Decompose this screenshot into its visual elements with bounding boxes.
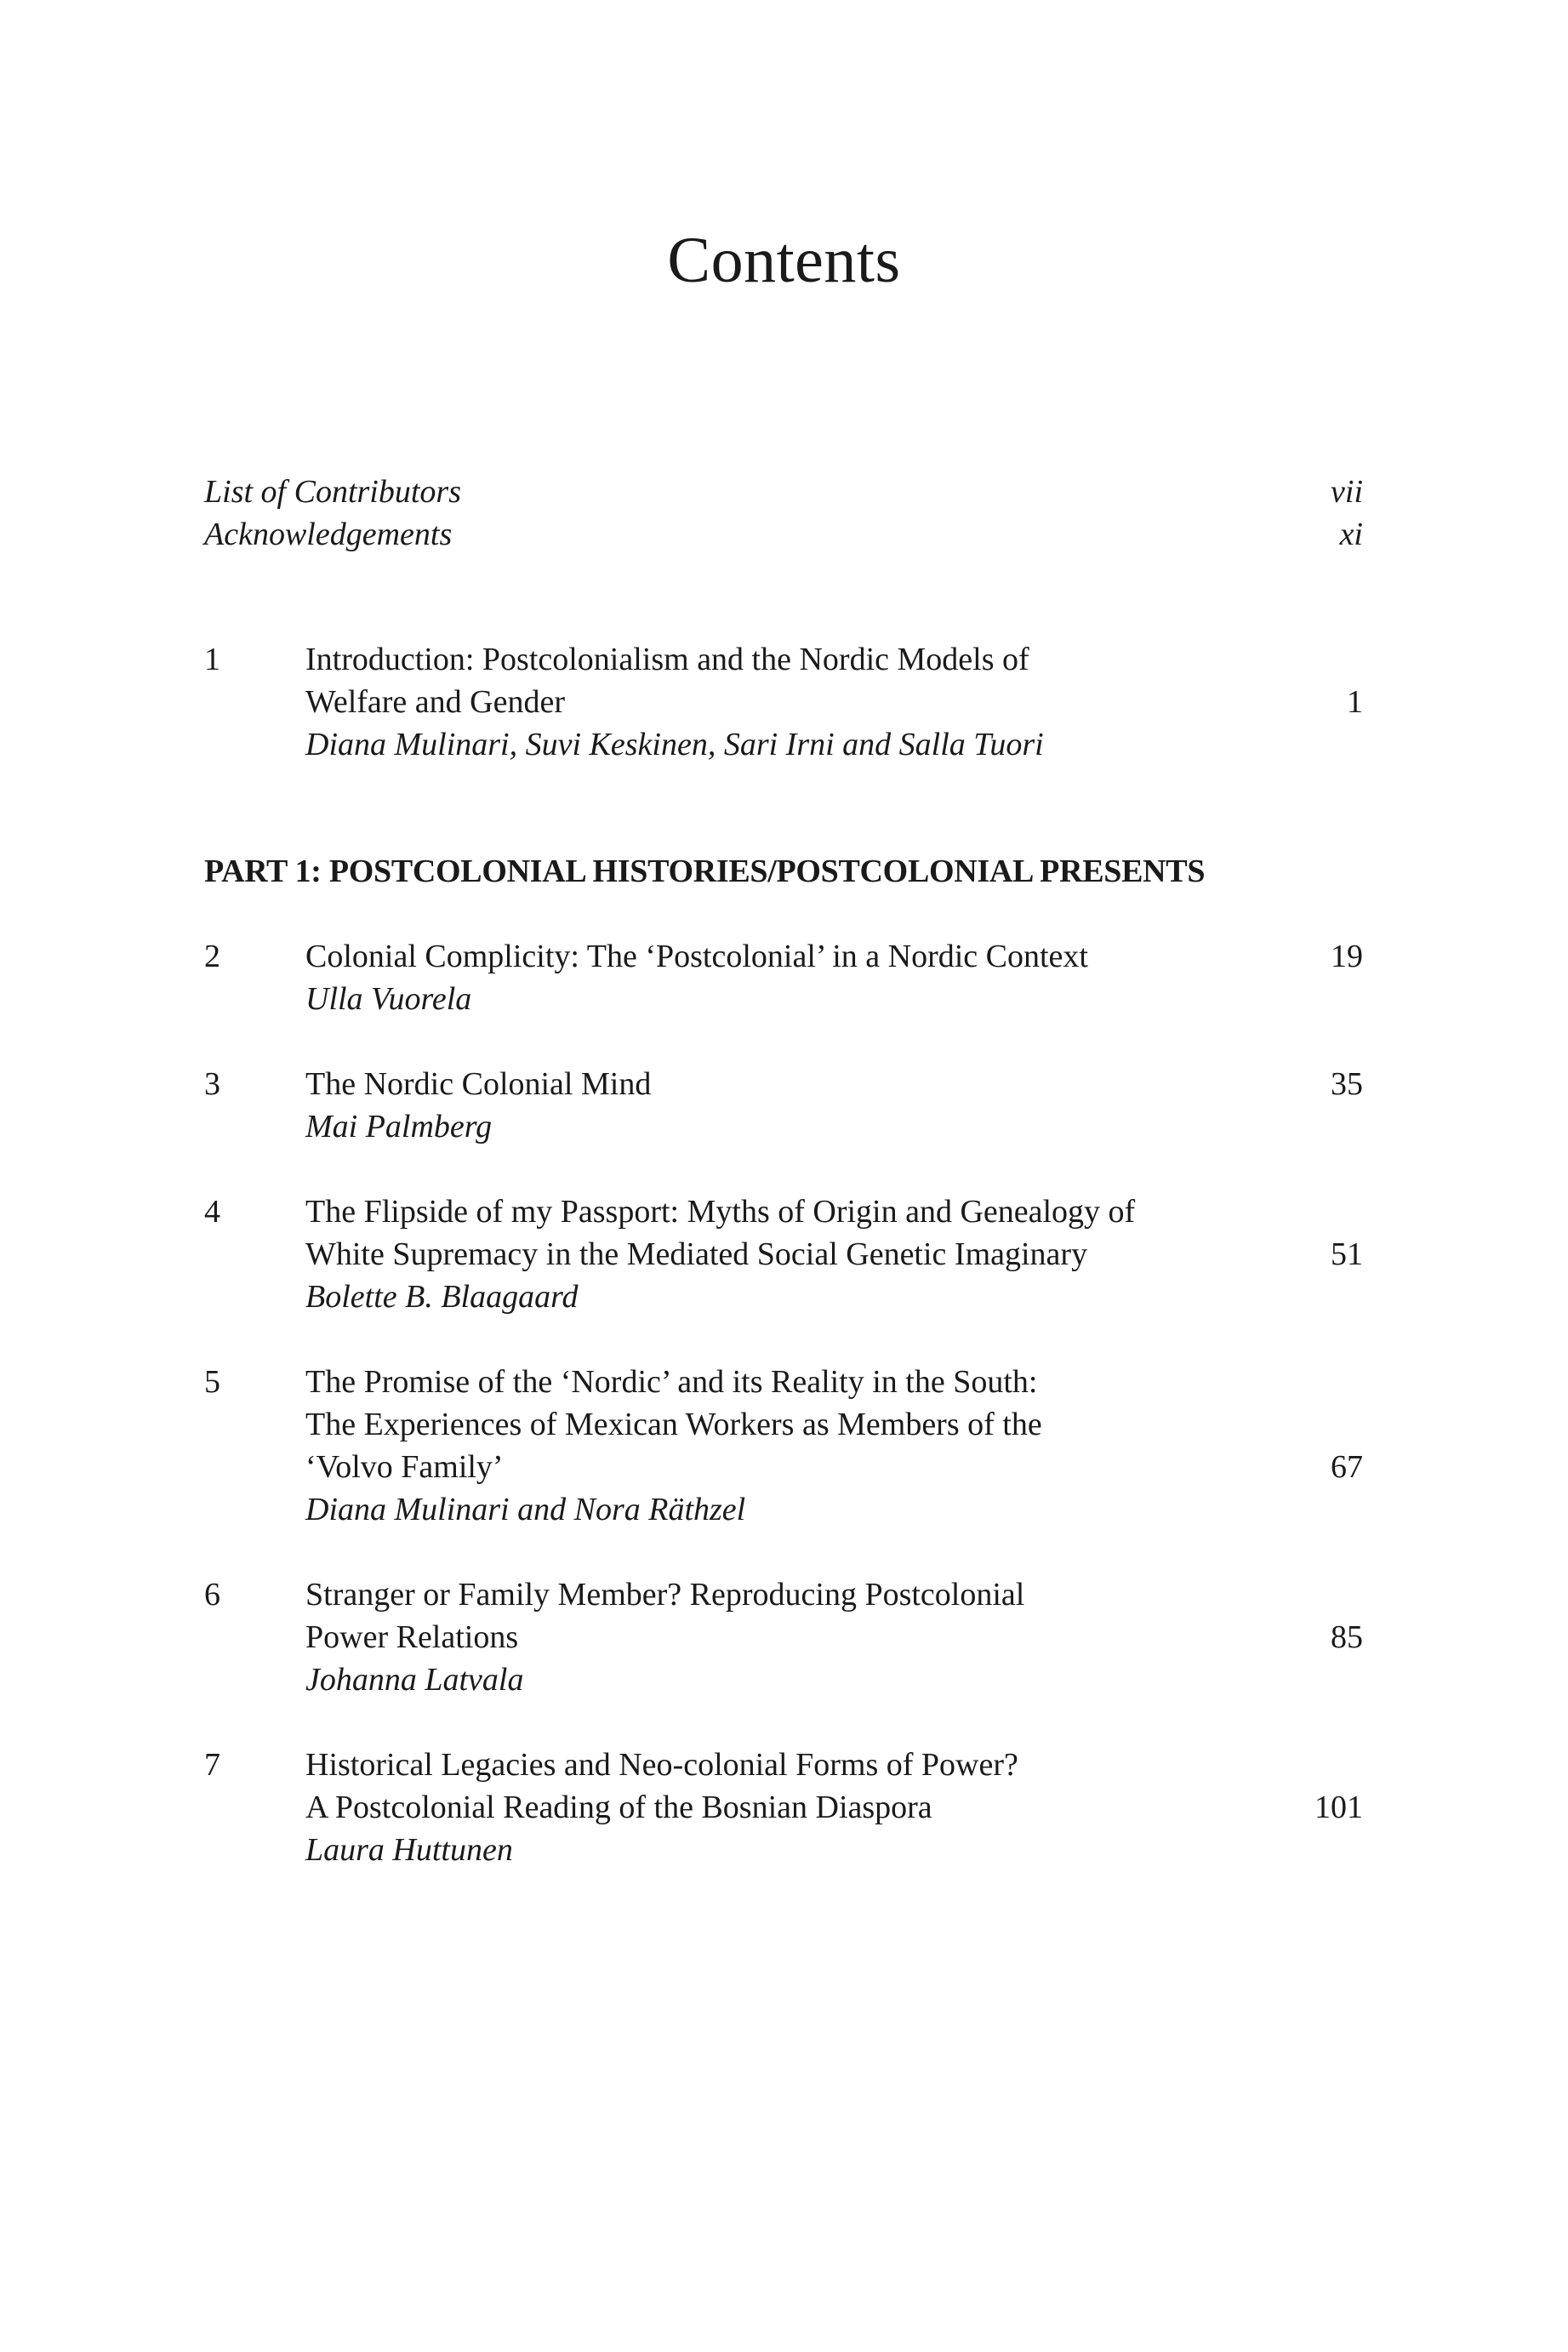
chapter-authors: Diana Mulinari, Suvi Keskinen, Sari Irni and Salla Tuori <box>305 727 1044 762</box>
chapter-authors: Diana Mulinari and Nora Räthzel <box>305 1492 746 1527</box>
entry-page: xi <box>1339 517 1363 552</box>
front-matter <box>204 471 1363 556</box>
chapter-page: 35 <box>1331 1066 1363 1102</box>
chapter-title-line: Historical Legacies and Neo-colonial Forms of Power? <box>305 1747 1018 1783</box>
chapter-title-line: The Flipside of my Passport: Myths of Origin and Genealogy of <box>305 1194 1136 1230</box>
chapter-number: 1 <box>204 642 220 677</box>
chapter-page: 101 <box>1314 1790 1363 1825</box>
chapter-authors: Laura Huttunen <box>305 1832 513 1868</box>
entry-page: vii <box>1331 474 1363 510</box>
page-title: Contents <box>667 225 901 296</box>
chapter-title-line: White Supremacy in the Mediated Social Genetic Imaginary <box>305 1236 1088 1272</box>
chapter-title-line: Stranger or Family Member? Reproducing Postcolonial <box>305 1577 1025 1613</box>
toc-chapter-6[interactable] <box>204 1573 1363 1701</box>
chapter-number: 6 <box>204 1577 220 1613</box>
chapter-title-line: A Postcolonial Reading of the Bosnian Diaspora <box>305 1790 932 1825</box>
toc-chapter-5[interactable] <box>204 1361 1363 1531</box>
chapter-page: 19 <box>1331 939 1363 974</box>
chapter-title-line: ‘Volvo Family’ <box>305 1449 504 1485</box>
entry-label: List of Contributors <box>204 474 461 510</box>
toc-entry-acknowledgements[interactable] <box>204 513 1363 556</box>
chapter-authors: Johanna Latvala <box>305 1662 524 1698</box>
toc-chapter-3[interactable] <box>204 1063 1363 1148</box>
chapter-number: 3 <box>204 1066 220 1102</box>
chapter-page: 51 <box>1331 1236 1363 1272</box>
chapter-page: 67 <box>1331 1449 1363 1485</box>
chapter-authors: Bolette B. Blaagaard <box>305 1279 579 1315</box>
chapter-authors: Mai Palmberg <box>305 1109 493 1145</box>
chapter-title-line: Introduction: Postcolonialism and the Nordic Models of <box>305 642 1029 677</box>
chapter-page: 1 <box>1347 684 1363 720</box>
toc-chapter-7[interactable] <box>204 1744 1363 1871</box>
chapter-number: 7 <box>204 1747 220 1783</box>
toc-chapter-1[interactable] <box>204 638 1363 766</box>
chapter-number: 5 <box>204 1364 220 1400</box>
toc-chapter-4[interactable] <box>204 1190 1363 1318</box>
chapter-page: 85 <box>1331 1619 1363 1655</box>
entry-label: Acknowledgements <box>204 517 453 552</box>
chapter-title-line: The Nordic Colonial Mind <box>305 1066 652 1102</box>
chapter-title-line: Power Relations <box>305 1619 519 1655</box>
chapter-authors: Ulla Vuorela <box>305 981 472 1017</box>
chapter-title-line: Colonial Complicity: The ‘Postcolonial’ in a Nordic Context <box>305 939 1088 974</box>
chapter-title-line: Welfare and Gender <box>305 684 565 720</box>
part-heading: PART 1: POSTCOLONIAL HISTORIES/POSTCOLONIAL PRESENTS <box>204 853 1206 889</box>
chapter-title-line: The Experiences of Mexican Workers as Members of the <box>305 1407 1042 1442</box>
toc-entry-contributors[interactable] <box>204 471 1363 513</box>
chapter-number: 4 <box>204 1194 220 1230</box>
chapter-title-line: The Promise of the ‘Nordic’ and its Reality in the South: <box>305 1364 1038 1400</box>
toc-chapter-2[interactable] <box>204 935 1363 1020</box>
chapter-number: 2 <box>204 939 220 974</box>
